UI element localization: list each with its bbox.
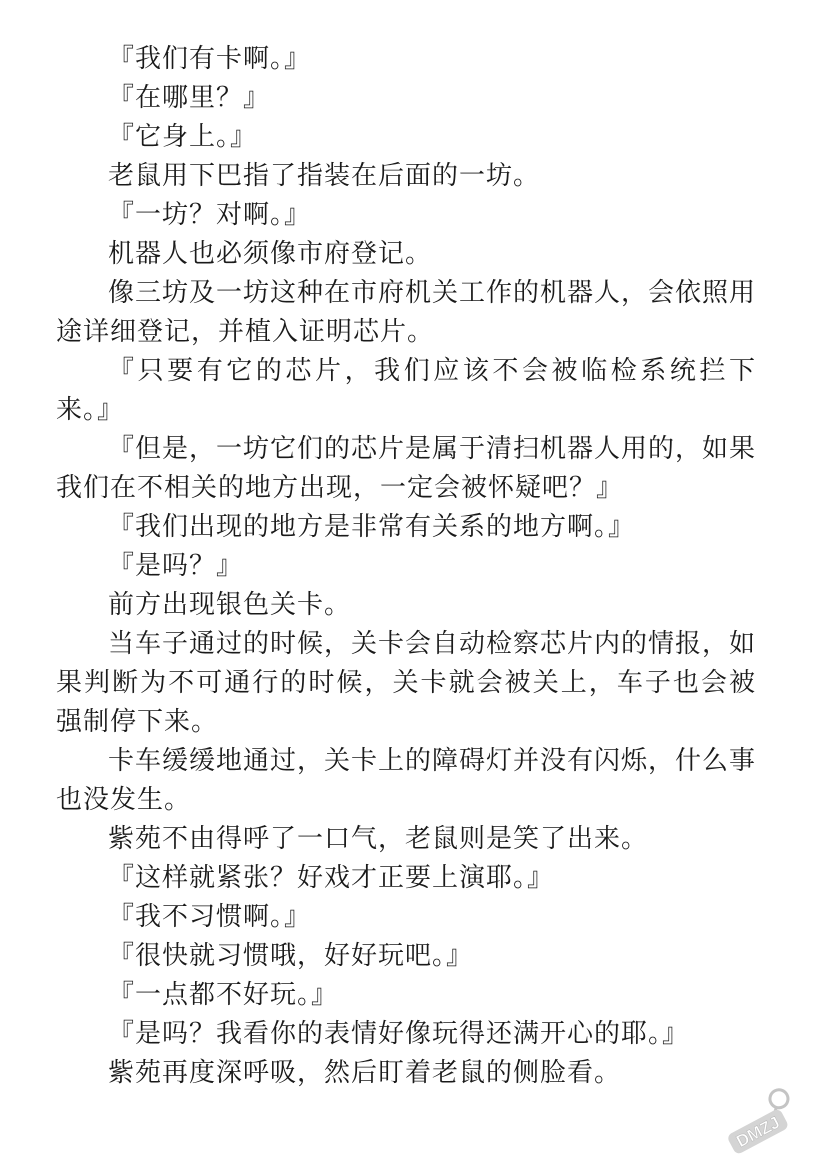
paragraph: 紫苑再度深呼吸，然后盯着老鼠的侧脸看。 [108, 1058, 622, 1088]
paragraph: 『我们有卡啊。』 [108, 44, 312, 74]
paragraph: 『是吗？我看你的表情好像玩得还满开心的耶。』 [108, 1019, 690, 1049]
paragraph: 『很快就习惯哦，好好玩吧。』 [108, 941, 474, 971]
watermark-text: DMZJ [733, 1112, 783, 1152]
paragraph: 『但是，一坊它们的芯片是属于清扫机器人用的，如果我们在不相关的地方出现，一定会被怀疑吧？』 [56, 434, 757, 503]
paragraph: 『这样就紧张？好戏才正要上演耶。』 [108, 863, 555, 893]
paragraph: 机器人也必须像市府登记。 [108, 239, 433, 269]
watermark-logo [718, 1087, 808, 1157]
paragraph: 当车子通过的时候，关卡会自动检察芯片内的情报，如果判断为不可通行的时候，关卡就会被关上，车子也会被强制停下来。 [56, 629, 757, 737]
paragraph: 『一点都不好玩。』 [108, 980, 339, 1010]
paragraph: 卡车缓缓地通过，关卡上的障碍灯并没有闪烁，什么事也没发生。 [56, 746, 757, 815]
paragraph: 『一坊？对啊。』 [108, 200, 312, 230]
paragraph: 『在哪里？』 [108, 83, 271, 113]
paragraph: 像三坊及一坊这种在市府机关工作的机器人，会依照用途详细登记，并植入证明芯片。 [56, 278, 757, 347]
paragraph: 『只要有它的芯片，我们应该不会被临检系统拦下来。』 [56, 356, 756, 425]
text-body [56, 40, 756, 1093]
paragraph: 老鼠用下巴指了指装在后面的一坊。 [108, 161, 541, 191]
paragraph: 『我们出现的地方是非常有关系的地方啊。』 [108, 512, 636, 542]
paragraph: 紫苑不由得呼了一口气，老鼠则是笑了出来。 [108, 824, 649, 854]
paragraph: 『我不习惯啊。』 [108, 902, 312, 932]
paragraph: 前方出现银色关卡。 [108, 590, 352, 620]
watermark-logo-icon [718, 1087, 808, 1157]
paragraph: 『是吗？』 [108, 551, 244, 581]
paragraph: 『它身上。』 [108, 122, 258, 152]
